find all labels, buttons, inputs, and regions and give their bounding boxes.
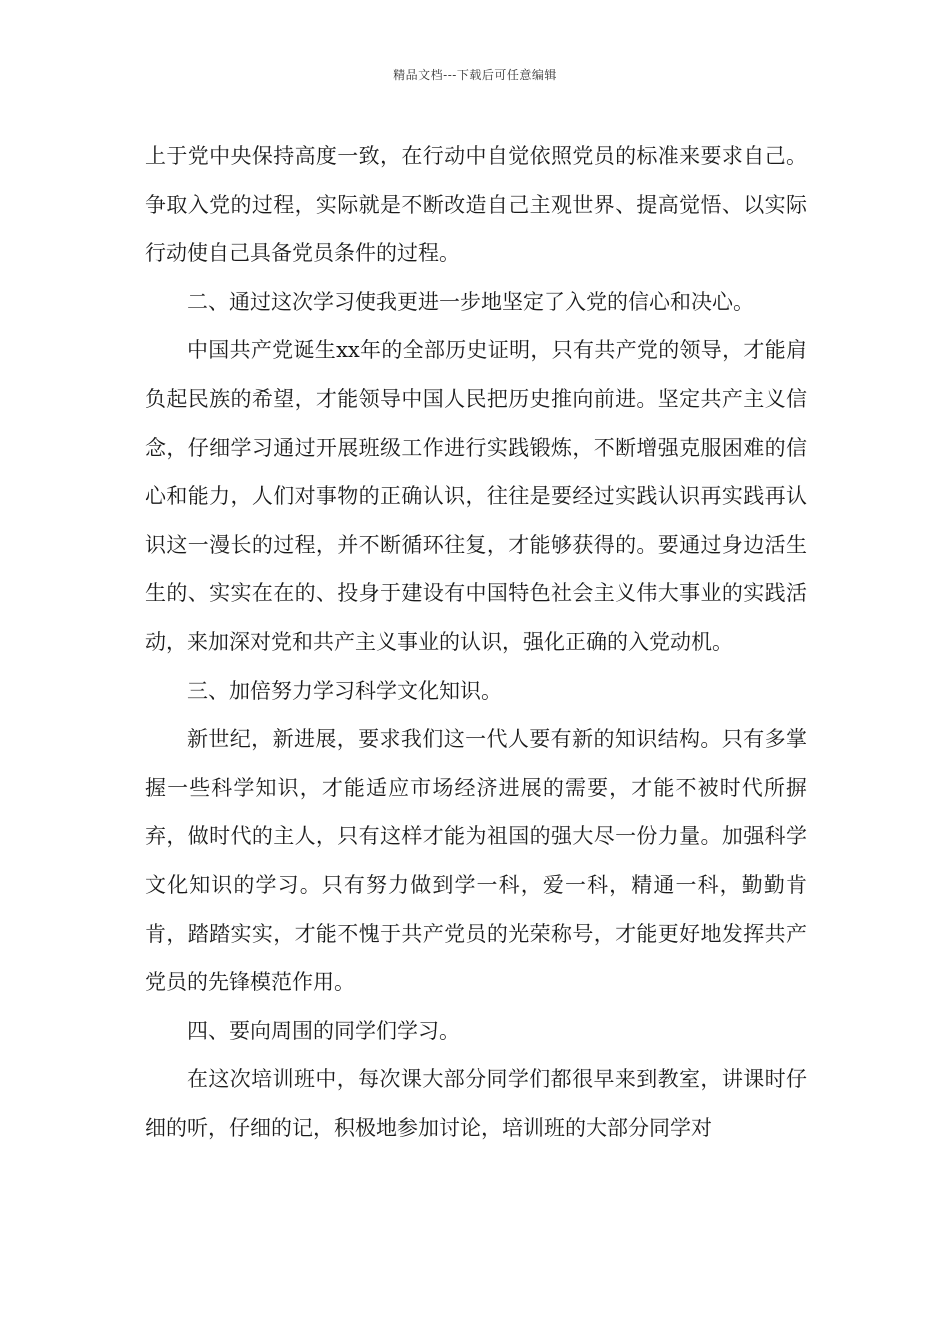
page-header: 精品文档---下载后可任意编辑 bbox=[393, 68, 557, 82]
section-heading-4: 四、要向周围的同学们学习。 bbox=[187, 1018, 460, 1043]
paragraph-training-class: 在这次培训班中，每次课大部分同学们都很早来到教室，讲课时仔细的听，仔细的记，积极地参加讨论，培训班的大部分同学对 bbox=[145, 1067, 807, 1140]
document-body bbox=[145, 132, 807, 1152]
paragraph-continuation: 上于党中央保持高度一致，在行动中自觉依照党员的标准来要求自己。争取入党的过程，实际就是不断改造自己主观世界、提高觉悟、以实际行动使自己具备党员条件的过程。 bbox=[145, 144, 807, 266]
section-heading-2: 二、通过这次学习使我更进一步地坚定了入党的信心和决心。 bbox=[187, 289, 754, 314]
paragraph-party-history: 中国共产党诞生xx年的全部历史证明，只有共产党的领导，才能肩负起民族的希望，才能领导中国人民把历史推向前进。坚定共产主义信念，仔细学习通过开展班级工作进行实践锻炼，不断增强克服困难的信心和能力，人们对事物的正确认识，往往是要经过实践认识再实践再认识这一漫长的过程，并不断循环往复，才能够获得的。要通过身边活生生的、实实在在的、投身于建设有中国特色社会主义伟大事业的实践活动，来加深对党和共产主义事业的认识，强化正确的入党动机。 bbox=[145, 338, 807, 654]
paragraph-knowledge: 新世纪，新进展，要求我们这一代人要有新的知识结构。只有多掌握一些科学知识，才能适应市场经济进展的需要，才能不被时代所摒弃，做时代的主人，只有这样才能为祖国的强大尽一份力量。加强科学文化知识的学习。只有努力做到学一科，爱一科，精通一科，勤勤肯肯，踏踏实实，才能不愧于共产党员的光荣称号，才能更好地发挥共产党员的先锋模范作用。 bbox=[145, 727, 807, 995]
section-heading-3: 三、加倍努力学习科学文化知识。 bbox=[187, 678, 502, 703]
